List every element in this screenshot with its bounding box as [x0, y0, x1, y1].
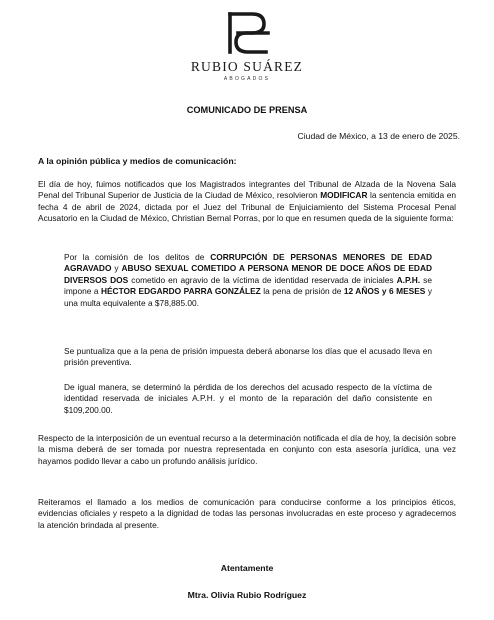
signatory: Mtra. Olivia Rubio Rodríguez [187, 590, 307, 600]
paragraph-appeal: Respecto de la interposición de un eventual recurso a la determinación notificada el día de hoy, la decisión sobre la misma deberá de ser tomada por nuestra representada en conjunto con esta asesoría jurídica, una vez hayamos podido llevar a cabo un profundo análisis jurídico. [38, 433, 456, 466]
paragraph-media-call: Reiteramos el llamado a los medios de comunicación para conducirse conforme a los principios éticos, evidencias oficiales y respeto a la dignidad de todas las personas involucradas en este proceso y agradecemos la atención brindada al presente. [38, 497, 456, 530]
paragraph-rights-loss: De igual manera, se determinó la pérdida de los derechos del acusado respecto de la víctima de identidad reservada de iniciales A.P.H. y el monto de la reparación del daño consistente en $109,200.00. [64, 382, 432, 415]
salutation: A la opinión pública y medios de comunicación: [38, 156, 237, 166]
paragraph-preventive-prison: Se puntualiza que a la pena de prisión impuesta deberá abonarse los días que el acusado lleva en prisión preventiva. [64, 346, 432, 368]
rs-monogram-icon [222, 10, 272, 56]
closing: Atentamente [220, 563, 274, 573]
document-title: COMUNICADO DE PRENSA [186, 105, 308, 115]
paragraph-sentence: Por la comisión de los delitos de CORRUPCIÓN DE PERSONAS MENORES DE EDAD AGRAVADO y ABUSO SEXUAL COMETIDO A PERSONA MENOR DE DOCE AÑOS DE EDAD DIVERSOS DOS cometido en agravio de la víctima de identidad reservada de iniciales A.P.H. se impone a HÉCTOR EDGARDO PARRA GONZÁLEZ la pena de prisión de 12 AÑOS y 6 MESES y una multa equivalente a $78,885.00. [64, 252, 432, 308]
paragraph-notification: El día de hoy, fuimos notificados que los Magistrados integrantes del Tribunal de Alzada de la Novena Sala Penal del Tribunal Superior de Justicia de la Ciudad de México, resolvieron MODIFICAR la sentencia emitida en fecha 4 de abril de 2024, dictada por el Juez del Tribunal de Enjuiciamiento del Sistema Procesal Penal Acusatorio en la Ciudad de México, Christian Bernal Porras, por lo que en resumen queda de la siguiente forma: [38, 179, 456, 224]
date-line: Ciudad de México, a 13 de enero de 2025. [297, 131, 460, 141]
firm-name: RUBIO SUÁREZ [190, 59, 304, 74]
firm-subtitle: ABOGADOS [223, 76, 271, 82]
firm-logo [0, 10, 494, 82]
